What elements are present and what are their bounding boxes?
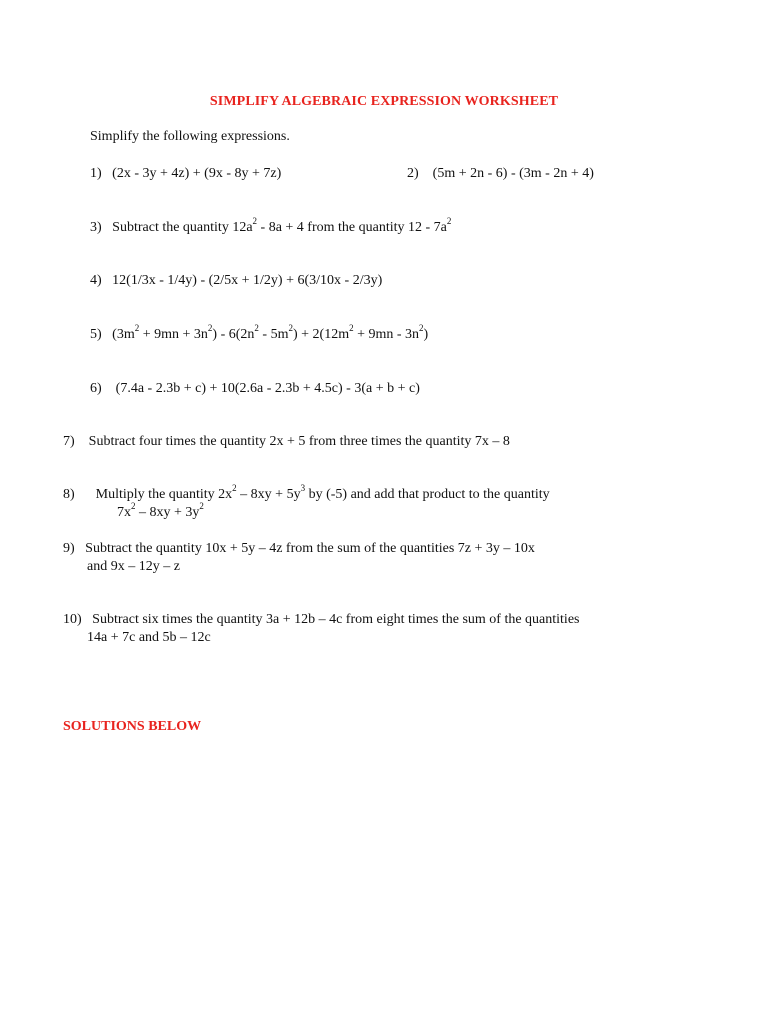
- problem-text: – 8xy + 3y: [135, 505, 200, 520]
- problem-text: by (-5) and add that product to the quantity: [305, 487, 550, 502]
- problem-text: ): [423, 327, 429, 342]
- problem-text: Subtract the quantity 10x + 5y – 4z from the sum of the quantities 7z + 3y – 10x: [85, 541, 535, 556]
- problem-number: 3): [90, 220, 102, 235]
- problem-9-line-2: [87, 559, 180, 575]
- problem-text: Multiply the quantity 2x: [95, 487, 233, 502]
- problem-text: – 8xy + 5y: [236, 487, 301, 502]
- problem-8-line-2: [117, 501, 204, 521]
- problem-text: Subtract the quantity 12a: [112, 220, 253, 235]
- exponent: 2: [252, 216, 258, 227]
- problem-9-line-1: [63, 541, 535, 557]
- problem-text: - 8a + 4 from the quantity 12 - 7a: [257, 220, 447, 235]
- problem-10-line-2: [87, 630, 211, 646]
- problem-text: ) - 6(2n: [212, 327, 255, 342]
- exponent: 2: [419, 323, 424, 334]
- problem-number: 6): [90, 381, 102, 396]
- exponent: 2: [288, 323, 293, 334]
- problem-4: [90, 273, 382, 289]
- problem-2: [407, 166, 594, 182]
- solutions-heading: SOLUTIONS BELOW: [63, 719, 202, 734]
- problem-number: 10): [63, 612, 82, 627]
- problem-number: 7): [63, 434, 75, 449]
- instruction-text: Simplify the following expressions.: [90, 129, 290, 144]
- problem-text: - 5m: [258, 327, 289, 342]
- problem-10-line-1: [63, 612, 580, 628]
- problem-text: + 9mn - 3n: [353, 327, 420, 342]
- exponent: 2: [131, 501, 136, 512]
- exponent: 2: [349, 323, 354, 334]
- problem-number: 5): [90, 327, 102, 342]
- problem-text: Subtract four times the quantity 2x + 5 from three times the quantity 7x – 8: [88, 434, 510, 449]
- problem-number: 1): [90, 166, 102, 181]
- exponent: 2: [446, 216, 452, 227]
- problem-number: 9): [63, 541, 75, 556]
- problem-3: [90, 216, 452, 236]
- problem-7: [63, 434, 510, 450]
- exponent: 2: [232, 483, 237, 494]
- problem-text: (7.4a - 2.3b + c) + 10(2.6a - 2.3b + 4.5c) - 3(a + b + c): [115, 381, 420, 396]
- problem-text: (5m + 2n - 6) - (3m - 2n + 4): [432, 166, 594, 181]
- problem-text: 12(1/3x - 1/4y) - (2/5x + 1/2y) + 6(3/10x - 2/3y): [112, 273, 383, 288]
- exponent: 3: [300, 483, 306, 494]
- worksheet-title: SIMPLIFY ALGEBRAIC EXPRESSION WORKSHEET: [209, 94, 559, 109]
- problem-text: (2x - 3y + 4z) + (9x - 8y + 7z): [112, 166, 282, 181]
- exponent: 2: [199, 501, 204, 512]
- problem-text: 14a + 7c and 5b – 12c: [87, 630, 211, 645]
- problem-text: 7x: [117, 505, 131, 520]
- exponent: 2: [207, 323, 213, 334]
- problem-text: and 9x – 12y – z: [87, 559, 180, 574]
- problem-text: Subtract six times the quantity 3a + 12b – 4c from eight times the sum of the quantities: [92, 612, 580, 627]
- problem-1: [90, 166, 281, 182]
- problem-6: [90, 381, 420, 397]
- problem-number: 8): [63, 487, 75, 502]
- problem-text: (3m: [112, 327, 135, 342]
- problem-text: + 9mn + 3n: [139, 327, 208, 342]
- exponent: 2: [134, 323, 140, 334]
- problem-number: 4): [90, 273, 102, 288]
- problem-number: 2): [407, 166, 419, 181]
- problem-text: ) + 2(12m: [292, 327, 350, 342]
- problem-5: [90, 323, 429, 343]
- exponent: 2: [254, 323, 259, 334]
